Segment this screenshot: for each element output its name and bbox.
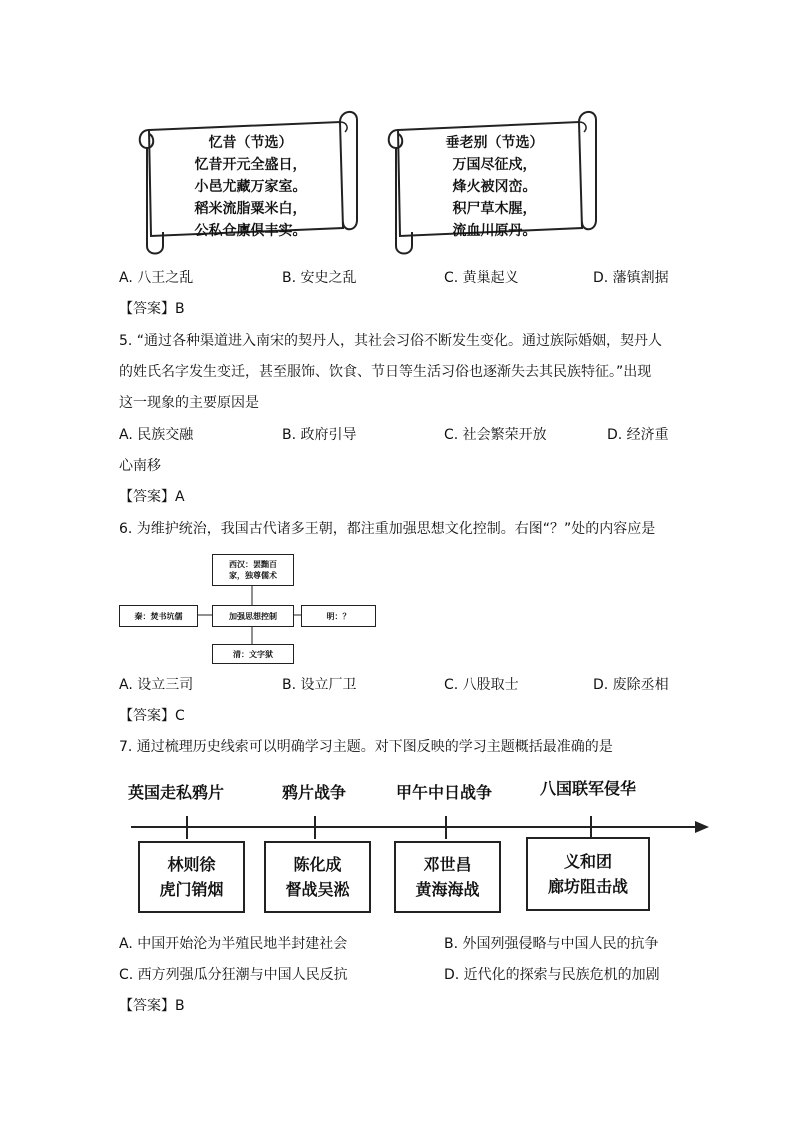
diagram-box-bottom: 清：文字狱 xyxy=(212,644,294,664)
q5-answer: 【答案】A xyxy=(119,489,185,505)
scroll-right-line: 流血川原丹。 xyxy=(452,223,537,239)
timeline-box: 林则徐 虎门销烟 xyxy=(138,841,245,913)
scroll-right-title: 垂老别（节选） xyxy=(445,135,544,151)
scroll-left-line: 忆昔开元全盛日， xyxy=(194,157,307,173)
q6-answer: 【答案】C xyxy=(119,708,185,724)
q5-option-b[interactable]: B. 政府引导 xyxy=(282,427,357,443)
q7-option-b[interactable]: B. 外国列强侵略与中国人民的抗争 xyxy=(444,936,659,952)
q7-option-a[interactable]: A. 中国开始沦为半殖民地半封建社会 xyxy=(119,936,348,952)
scroll-figure-right xyxy=(384,100,599,258)
scroll-right-line: 万国尽征戍， xyxy=(452,157,537,173)
q5-question-line: 这一现象的主要原因是 xyxy=(119,395,259,411)
q7-timeline xyxy=(119,772,714,920)
timeline-event-label: 八国联军侵华 xyxy=(540,779,637,798)
scroll-right-line: 积尸草木腥， xyxy=(452,201,537,217)
q7-answer: 【答案】B xyxy=(119,998,185,1014)
scroll-left-line: 公私仓廪俱丰实。 xyxy=(194,223,307,239)
timeline-event-label: 甲午中日战争 xyxy=(396,783,493,802)
q6-option-b[interactable]: B. 设立厂卫 xyxy=(282,677,357,693)
diagram-box-center: 加强思想控制 xyxy=(212,605,294,627)
diagram-top-line: 家，独尊儒术 xyxy=(229,570,277,580)
scroll-left-line: 稻米流脂粟米白， xyxy=(194,201,307,217)
q7-option-c[interactable]: C. 西方列强瓜分狂潮与中国人民反抗 xyxy=(119,967,348,983)
q7-option-d[interactable]: D. 近代化的探索与民族危机的加剧 xyxy=(444,967,660,983)
q5-option-c[interactable]: C. 社会繁荣开放 xyxy=(444,427,547,443)
timeline-event-label: 鸦片战争 xyxy=(282,783,347,802)
timeline-box: 陈化成 督战吴淞 xyxy=(264,841,371,913)
q5-question-line: 的姓氏名字发生变迁，甚至服饰、饮食、节日等生活习俗也逐渐失去其民族特征。”出现 xyxy=(119,364,652,380)
scroll-figure-left xyxy=(135,100,360,258)
scroll-left-line: 小邑尤藏万家室。 xyxy=(194,179,307,195)
timeline-box: 义和团 廊坊阻击战 xyxy=(526,837,650,911)
q4-option-d[interactable]: D. 藩镇割据 xyxy=(593,270,669,286)
q4-option-b[interactable]: B. 安史之乱 xyxy=(282,270,357,286)
q6-question-line: 6. 为维护统治，我国古代诸多王朝，都注重加强思想文化控制。右图“？”处的内容应是 xyxy=(119,521,656,537)
diagram-box-left: 秦：焚书坑儒 xyxy=(119,605,198,627)
diagram-box-right: 明：？ xyxy=(301,605,376,627)
q6-option-a[interactable]: A. 设立三司 xyxy=(119,677,194,693)
q6-option-d[interactable]: D. 废除丞相 xyxy=(593,677,669,693)
q4-option-a[interactable]: A. 八王之乱 xyxy=(119,270,194,286)
scroll-left-title: 忆昔（节选） xyxy=(208,135,293,151)
q7-question-line: 7. 通过梳理历史线索可以明确学习主题。对下图反映的学习主题概括最准确的是 xyxy=(119,739,613,755)
q4-option-c[interactable]: C. 黄巢起义 xyxy=(444,270,519,286)
q5-option-a[interactable]: A. 民族交融 xyxy=(119,427,194,443)
timeline-box: 邓世昌 黄海海战 xyxy=(394,841,501,913)
q5-question-line: 5. “通过各种渠道进入南宋的契丹人，其社会习俗不断发生变化。通过族际婚姻，契丹人 xyxy=(119,333,663,349)
diagram-top-line: 西汉：罢黜百 xyxy=(229,559,277,569)
q5-option-d-wrap: 心南移 xyxy=(119,458,161,474)
q6-diagram xyxy=(119,553,377,665)
q4-answer: 【答案】B xyxy=(119,301,185,317)
q5-option-d[interactable]: D. 经济重 xyxy=(607,427,669,443)
diagram-box-top xyxy=(212,554,294,586)
scroll-right-line: 烽火被冈峦。 xyxy=(452,179,537,195)
timeline-event-label: 英国走私鸦片 xyxy=(128,783,225,802)
q6-option-c[interactable]: C. 八股取士 xyxy=(444,677,519,693)
